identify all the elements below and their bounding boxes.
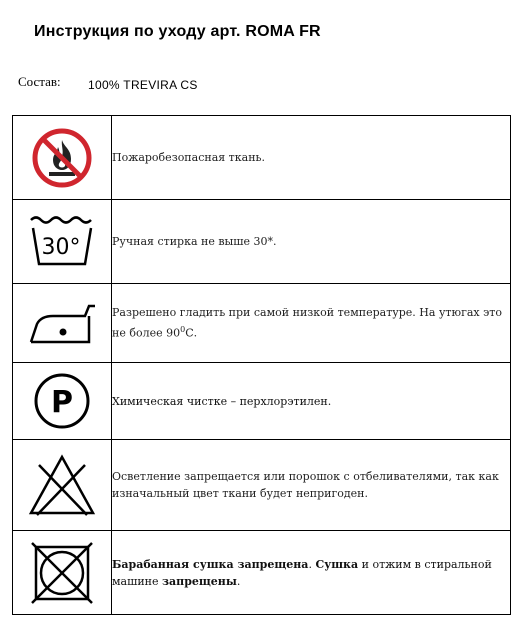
- care-text-wash: Ручная стирка не выше 30*.: [112, 235, 277, 248]
- care-text-iron: Разрешено гладить при самой низкой температуре. На утюгах это не более 90: [112, 306, 502, 340]
- care-text-tumble-bold-3: запрещены: [162, 574, 237, 588]
- care-symbol-cell: [13, 363, 112, 440]
- care-row-dryclean: [13, 363, 511, 440]
- care-text: [112, 440, 511, 531]
- care-text-tumble-3: .: [236, 574, 241, 588]
- care-row-wash: [13, 200, 511, 284]
- care-text-iron-sup: 0: [180, 325, 186, 335]
- no-fire-icon: [31, 127, 93, 189]
- care-row-tumble: [13, 531, 511, 615]
- care-row-bleach: [13, 440, 511, 531]
- care-symbol-cell: [13, 531, 112, 615]
- care-text: [112, 363, 511, 440]
- dry-clean-letter: P: [51, 385, 73, 420]
- care-text-tumble-bold-1: Барабанная сушка запрещена: [112, 557, 309, 571]
- care-text-bleach: Осветление запрещается или порошок с отбеливателями, так как изначальный цвет ткани будет непригоден.: [112, 470, 499, 500]
- care-row-fire: [13, 116, 511, 200]
- wash-temperature-label: 30°: [41, 234, 81, 260]
- care-text-tumble-bold-2: Сушка: [315, 557, 359, 571]
- care-text-tumble-2: и отжим в стиральной машине: [112, 557, 492, 588]
- care-symbol-cell: [13, 200, 112, 284]
- no-tumble-dry-icon: [30, 541, 94, 605]
- care-text: [112, 284, 511, 363]
- care-symbol-cell: [13, 116, 112, 200]
- care-symbol-cell: [13, 440, 112, 531]
- iron-low-temp-icon: [27, 298, 97, 348]
- care-symbol-cell: [13, 284, 112, 363]
- care-text-fire: Пожаробезопасная ткань.: [112, 151, 266, 164]
- dry-clean-p-icon: [33, 372, 91, 430]
- care-text: [112, 200, 511, 284]
- care-text-tumble-1: .: [308, 557, 316, 571]
- care-text: [112, 116, 511, 200]
- care-instructions-table: [12, 115, 511, 615]
- care-row-iron: [13, 284, 511, 363]
- page-title: Инструкция по уходу арт. ROMA FR: [34, 23, 321, 40]
- care-text-iron-end: С.: [185, 326, 198, 340]
- composition-value: 100% TREVIRA CS: [88, 78, 198, 92]
- composition-label: Состав:: [18, 74, 61, 89]
- care-text: [112, 531, 511, 615]
- no-bleach-icon: [27, 453, 97, 517]
- hand-wash-30-icon: [27, 212, 97, 272]
- care-text-dryclean: Химическая чистке – перхлорэтилен.: [112, 394, 332, 408]
